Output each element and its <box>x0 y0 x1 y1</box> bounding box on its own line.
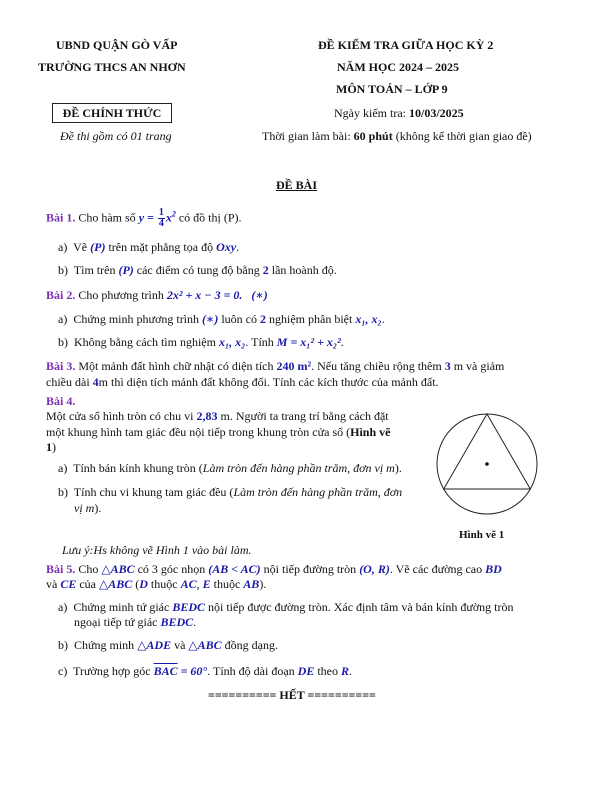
equilateral-triangle <box>444 414 531 489</box>
time-allowed: Thời gian làm bài: 60 phút (không kể thời gian giao đề) <box>262 129 532 143</box>
bai5-line2: và CE của △ABC (D thuộc AC, E thuộc AB). <box>46 577 267 591</box>
section-title: ĐỀ BÀI <box>276 178 318 192</box>
bai5-part-a-cont: ngoại tiếp tứ giác BEDC. <box>74 615 197 629</box>
bai4-part-a: a) Tính bán kính khung tròn (Làm tròn đến hàng phần trăm, đơn vị m). <box>58 461 402 475</box>
circle-center-dot <box>485 462 489 466</box>
bai1-part-a: a) Vẽ (P) trên mặt phẳng tọa độ Oxy. <box>58 240 240 254</box>
bai4-line3: 1) <box>46 440 56 454</box>
bai5-part-b: b) Chứng minh △ADE và △ABC đồng dạng. <box>58 638 278 652</box>
bai4-part-b-cont: vị m). <box>74 501 102 515</box>
subject-grade: MÔN TOÁN – LỚP 9 <box>336 82 448 96</box>
school-name: TRƯỜNG THCS AN NHƠN <box>38 60 186 74</box>
bai2-part-b: b) Không bằng cách tìm nghiệm x₁, x₂. Tính M = x₁² + x₂². <box>58 335 344 349</box>
bai4-part-b: b) Tính chu vi khung tam giác đều (Làm tròn đến hàng phần trăm, đơn <box>58 485 403 499</box>
bai1-intro: Bài 1. Cho hàm số y = $\frac{1}{4}$ $x^2$ có đồ thị (P). <box>46 207 242 229</box>
bai3-line2: chiều dài 4m thì diện tích mảnh đất không đổi. Tính các kích thước của mảnh đất. <box>46 375 439 389</box>
bai3-line1: Bài 3. Một mảnh đất hình chữ nhật có diện tích 240 m². Nếu tăng chiều rộng thêm 3 m và giảm <box>46 359 505 373</box>
angle-bac: $\overline{BAC}$ <box>153 664 178 678</box>
district-name: UBND QUẬN GÒ VẤP <box>56 38 178 52</box>
bai5-part-c: c) Trường hợp góc $\overline{BAC} = 60^\circ$. Tính độ dài đoạn DE theo R. <box>58 664 353 678</box>
official-badge: ĐỀ CHÍNH THỨC <box>52 103 172 123</box>
bai4-label: Bài 4. <box>46 394 76 408</box>
bai4-line1: Một cửa sổ hình tròn có chu vi 2,83 m. Người ta trang trí bằng cách đặt <box>46 409 389 423</box>
exam-title: ĐỀ KIỂM TRA GIỮA HỌC KỲ 2 <box>318 38 494 52</box>
circle-triangle-figure <box>435 405 539 523</box>
end-marker: ========== HẾT ========== <box>208 688 376 702</box>
fraction-one-quarter: $\frac{1}{4}$ <box>158 207 164 229</box>
bai2-intro: Bài 2. Cho phương trình 2x² + x − 3 = 0. (∗) <box>46 288 268 302</box>
bai5-line1: Bài 5. Cho △ABC có 3 góc nhọn (AB < AC) nội tiếp đường tròn (O, R). Vẽ các đường cao BD <box>46 562 502 576</box>
pages-note: Đề thi gồm có 01 trang <box>60 129 172 143</box>
bai2-part-a: a) Chứng minh phương trình (∗) luôn có 2 nghiệm phân biệt x₁, x₂. <box>58 312 385 326</box>
bai4-line2: một khung hình tam giác đều nội tiếp trong khung tròn cửa sổ (Hình vẽ <box>46 425 391 439</box>
figure-caption: Hình vẽ 1 <box>459 529 505 541</box>
exam-date: Ngày kiểm tra: 10/03/2025 <box>334 106 464 120</box>
bai4-note: Lưu ý:Hs không vẽ Hình 1 vào bài làm. <box>62 543 252 557</box>
bai5-part-a: a) Chứng minh tứ giác BEDC nội tiếp được đường tròn. Xác định tâm và bán kính đường tròn <box>58 600 514 614</box>
school-year: NĂM HỌC 2024 – 2025 <box>337 60 459 74</box>
bai1-part-b: b) Tìm trên (P) các điểm có tung độ bằng 2 lần hoành độ. <box>58 263 337 277</box>
